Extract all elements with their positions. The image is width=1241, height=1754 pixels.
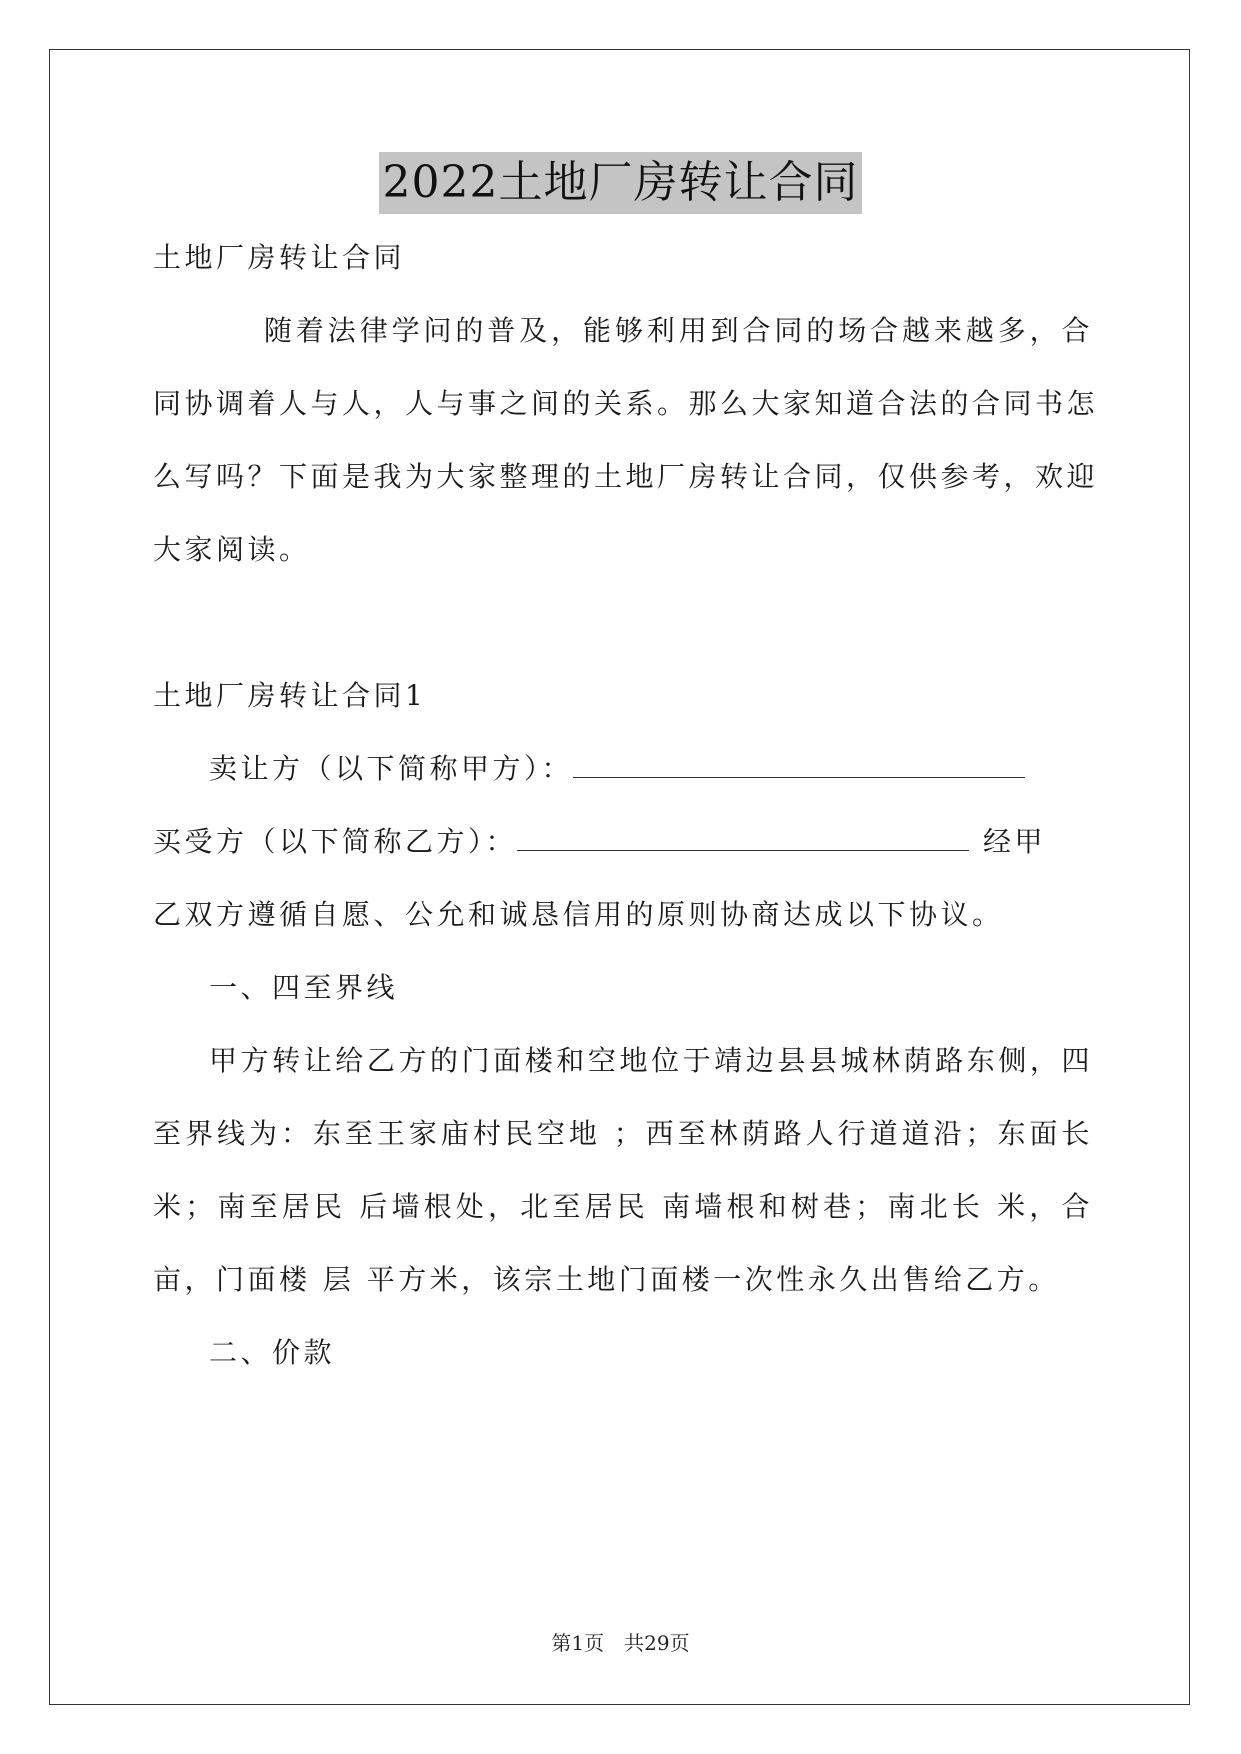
title-container xyxy=(0,152,1241,214)
buyer-blank xyxy=(517,824,969,851)
buyer-label: 买受方（以下简称乙方）： xyxy=(153,825,518,858)
seller-blank xyxy=(573,751,1025,778)
clause-2-title: 二、价款 xyxy=(209,1336,336,1369)
section-1-title: 土地厂房转让合同1 xyxy=(153,679,427,712)
document-title: 2022土地厂房转让合同 xyxy=(379,152,863,214)
buyer-line xyxy=(153,822,1046,862)
agreement-line: 乙双方遵循自愿、公允和诚恳信用的原则协商达成以下协议。 xyxy=(153,898,1004,931)
clause-1-line-1: 甲方转让给乙方的门面楼和空地位于靖边县县城林荫路东侧，四 xyxy=(209,1044,1093,1077)
clause-1-line-2: 至界线为：东至王家庙村民空地 ；西至林荫路人行道道沿；东面长 xyxy=(153,1117,1093,1150)
seller-line xyxy=(209,749,1025,789)
subtitle: 土地厂房转让合同 xyxy=(153,241,406,274)
intro-line-4: 大家阅读。 xyxy=(153,533,311,566)
seller-label: 卖让方（以下简称甲方）： xyxy=(209,752,574,785)
page-border xyxy=(49,49,1190,1705)
intro-line-1: 随着法律学问的普及，能够利用到合同的场合越来越多，合 xyxy=(264,314,1093,347)
clause-1-line-3: 米；南至居民 后墙根处，北至居民 南墙根和树巷；南北长 米，合 xyxy=(153,1190,1093,1223)
clause-1-line-4: 亩，门面楼 层 平方米，该宗土地门面楼一次性永久出售给乙方。 xyxy=(153,1263,1060,1296)
intro-line-2: 同协调着人与人，人与事之间的关系。那么大家知道合法的合同书怎 xyxy=(153,387,1099,420)
intro-line-3: 么写吗？下面是我为大家整理的土地厂房转让合同，仅供参考，欢迎 xyxy=(153,460,1099,493)
buyer-tail: 经甲 xyxy=(983,825,1047,858)
clause-1-title: 一、四至界线 xyxy=(209,971,399,1004)
page-footer: 第1页 共29页 xyxy=(551,1631,690,1655)
